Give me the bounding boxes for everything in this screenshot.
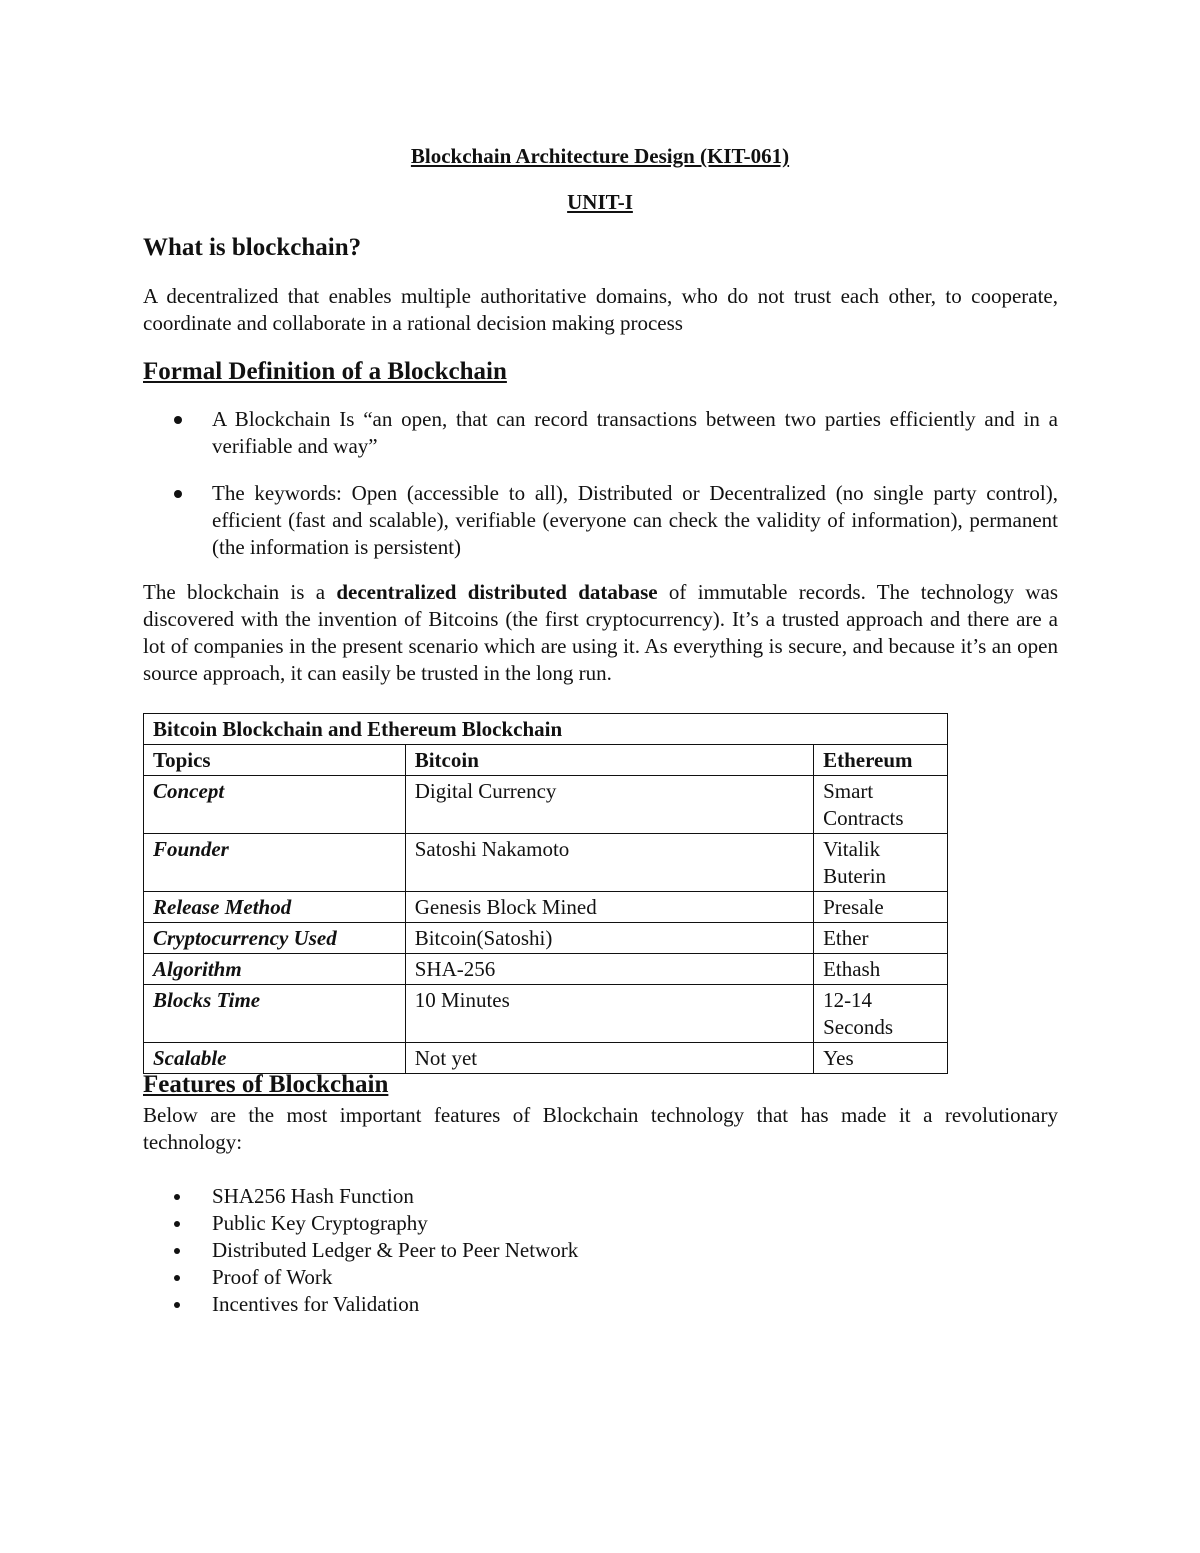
- list-item-text: The keywords: Open (accessible to all), Distributed or Decentralized (no single party control), efficient (fast and scalable), verifiable (everyone can check the validity of information), permanent (the information is persistent): [212, 481, 1058, 559]
- list-item-text: SHA256 Hash Function: [212, 1184, 414, 1208]
- topic-cell: Founder: [144, 834, 406, 892]
- bitcoin-cell: Bitcoin(Satoshi): [405, 923, 813, 954]
- bitcoin-cell: 10 Minutes: [405, 985, 813, 1043]
- list-item-text: Public Key Cryptography: [212, 1211, 428, 1235]
- ethereum-cell: Ether: [814, 923, 948, 954]
- bitcoin-ethereum-comparison-table: [143, 713, 948, 1074]
- ethereum-cell: Vitalik Buterin: [814, 834, 948, 892]
- blockchain-description-paragraph: [143, 579, 1058, 687]
- features-list: [143, 1183, 1058, 1318]
- list-item: [143, 406, 1058, 460]
- table-row: [144, 1043, 948, 1074]
- list-item: [143, 1210, 1058, 1237]
- bitcoin-cell: Digital Currency: [405, 776, 813, 834]
- paragraph-text-end: of immutable records. The technology was discovered with the invention of Bitcoins (the first cryptocurrency). It’s a trusted approach and there are a lot of companies in the present scenario which are using it. As everything is secure, and because it’s an open source approach, it can easily be trusted in the long run.: [143, 580, 1059, 685]
- list-item: [143, 1264, 1058, 1291]
- table-row: [144, 892, 948, 923]
- document-title: Blockchain Architecture Design (KIT-061): [410, 144, 790, 168]
- bullet-dot-icon: [174, 1248, 180, 1254]
- column-header: Ethereum: [814, 745, 948, 776]
- table-caption-row: [144, 714, 948, 745]
- bitcoin-cell: Satoshi Nakamoto: [405, 834, 813, 892]
- what-is-blockchain-text: A decentralized that enables multiple authoritative domains, who do not trust each other, to cooperate, coordinate and collaborate in a rational decision making process: [143, 284, 1058, 335]
- bitcoin-cell: SHA-256: [405, 954, 813, 985]
- table-row: [144, 923, 948, 954]
- features-intro: Below are the most important features of Blockchain technology that has made it a revolutionary technology:: [143, 1103, 1058, 1154]
- heading-formal-definition: Formal Definition of a Blockchain: [143, 358, 507, 385]
- ethereum-cell: 12-14 Seconds: [814, 985, 948, 1043]
- heading-what-is-blockchain: What is blockchain?: [143, 234, 362, 261]
- bullet-dot-icon: [174, 490, 182, 498]
- column-header: Bitcoin: [405, 745, 813, 776]
- formal-definition-list-2: [143, 480, 1058, 561]
- table-row: [144, 776, 948, 834]
- bitcoin-cell: Genesis Block Mined: [405, 892, 813, 923]
- topic-cell: Algorithm: [144, 954, 406, 985]
- bullet-dot-icon: [174, 1194, 180, 1200]
- list-item-text: A Blockchain Is “an open, that can record transactions between two parties efficiently and in a verifiable and way”: [212, 407, 1058, 458]
- table-row: [144, 985, 948, 1043]
- ethereum-cell: Presale: [814, 892, 948, 923]
- list-item-text: Incentives for Validation: [212, 1292, 420, 1316]
- table-caption: Bitcoin Blockchain and Ethereum Blockchain: [144, 714, 948, 745]
- list-item-text: Proof of Work: [212, 1265, 333, 1289]
- bullet-dot-icon: [174, 1302, 180, 1308]
- unit-title: UNIT-I: [567, 190, 633, 214]
- table-row: [144, 954, 948, 985]
- ethereum-cell: Smart Contracts: [814, 776, 948, 834]
- list-item: [143, 1291, 1058, 1318]
- table-header-row: [144, 745, 948, 776]
- bullet-dot-icon: [174, 1221, 180, 1227]
- list-item-text: Distributed Ledger & Peer to Peer Network: [212, 1238, 579, 1262]
- heading-features: Features of Blockchain: [143, 1071, 389, 1098]
- formal-definition-list: [143, 406, 1058, 460]
- column-header: Topics: [144, 745, 406, 776]
- paragraph-text-start: The blockchain is a: [143, 580, 337, 604]
- table-row: [144, 834, 948, 892]
- list-item: [143, 1237, 1058, 1264]
- topic-cell: Blocks Time: [144, 985, 406, 1043]
- topic-cell: Concept: [144, 776, 406, 834]
- list-item: [143, 1183, 1058, 1210]
- bitcoin-cell: Not yet: [405, 1043, 813, 1074]
- ethereum-cell: Ethash: [814, 954, 948, 985]
- list-item: [143, 480, 1058, 561]
- topic-cell: Cryptocurrency Used: [144, 923, 406, 954]
- ethereum-cell: Yes: [814, 1043, 948, 1074]
- topic-cell: Release Method: [144, 892, 406, 923]
- bullet-dot-icon: [174, 416, 182, 424]
- paragraph-bold-term: decentralized distributed database: [336, 580, 658, 604]
- topic-cell: Scalable: [144, 1043, 406, 1074]
- bullet-dot-icon: [174, 1275, 180, 1281]
